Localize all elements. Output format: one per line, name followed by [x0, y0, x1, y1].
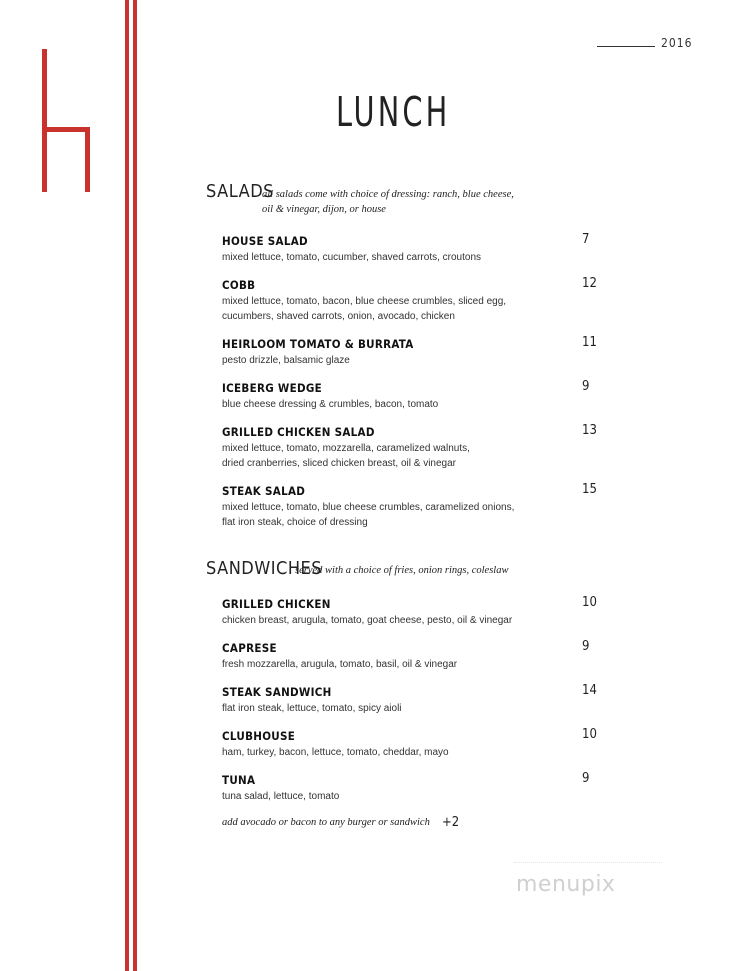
section-title-sandwiches: SANDWICHES	[206, 558, 323, 579]
item-price: 11	[582, 335, 597, 350]
section-note-sandwiches: served with a choice of fries, onion rings, coleslaw	[295, 565, 509, 576]
item-price: 10	[582, 727, 597, 742]
menu-item: CLUBHOUSE ham, turkey, bacon, lettuce, tomato, cheddar, mayo 10	[222, 727, 597, 758]
menu-item: STEAK SANDWICH flat iron steak, lettuce, tomato, spicy aioli 14	[222, 683, 597, 714]
menu-item: TUNA tuna salad, lettuce, tomato 9	[222, 771, 590, 802]
red-vertical-rule-left	[125, 0, 129, 971]
item-price: 10	[582, 595, 597, 610]
section-title-salads: SALADS	[206, 181, 274, 202]
menu-item: GRILLED CHICKEN SALAD mixed lettuce, tomato, mozzarella, caramelized walnuts, dried cranberries, sliced chicken breast, oil & vinegar 13	[222, 423, 597, 469]
item-price: 15	[582, 482, 597, 497]
section-note-salads: all salads come with choice of dressing: ranch, blue cheese, oil & vinegar, dijon, or house	[262, 189, 514, 215]
menu-year: 2016	[661, 36, 693, 50]
item-price: 7	[582, 232, 590, 247]
menu-item: GRILLED CHICKEN chicken breast, arugula, tomato, goat cheese, pesto, oil & vinegar 10	[222, 595, 597, 626]
addon-note: add avocado or bacon to any burger or sandwich	[222, 817, 430, 828]
item-price: 14	[582, 683, 597, 698]
year-rule	[597, 46, 655, 47]
menu-item: HOUSE SALAD mixed lettuce, tomato, cucumber, shaved carrots, croutons 7	[222, 232, 590, 263]
addon-price: +2	[442, 815, 460, 830]
menu-title: LUNCH	[336, 88, 451, 136]
watermark-logo: menupix	[516, 872, 616, 897]
brand-logo-h-icon	[40, 49, 96, 195]
menu-item: STEAK SALAD mixed lettuce, tomato, blue cheese crumbles, caramelized onions, flat iron steak, choice of dressing 15	[222, 482, 597, 528]
menu-item: ICEBERG WEDGE blue cheese dressing & crumbles, bacon, tomato 9	[222, 379, 590, 410]
section-header-sandwiches	[206, 558, 509, 579]
menu-item: COBB mixed lettuce, tomato, bacon, blue cheese crumbles, sliced egg, cucumbers, shaved carrots, onion, avocado, chicken 12	[222, 276, 597, 322]
watermark-rule	[514, 862, 662, 863]
item-price: 12	[582, 276, 597, 291]
red-vertical-rule-right	[133, 0, 137, 971]
item-price: 13	[582, 423, 597, 438]
item-price: 9	[582, 379, 590, 394]
item-price: 9	[582, 771, 590, 786]
item-price: 9	[582, 639, 590, 654]
menu-item: HEIRLOOM TOMATO & BURRATA pesto drizzle, balsamic glaze 11	[222, 335, 597, 366]
section-header-salads	[206, 181, 514, 215]
menu-item: CAPRESE fresh mozzarella, arugula, tomato, basil, oil & vinegar 9	[222, 639, 590, 670]
